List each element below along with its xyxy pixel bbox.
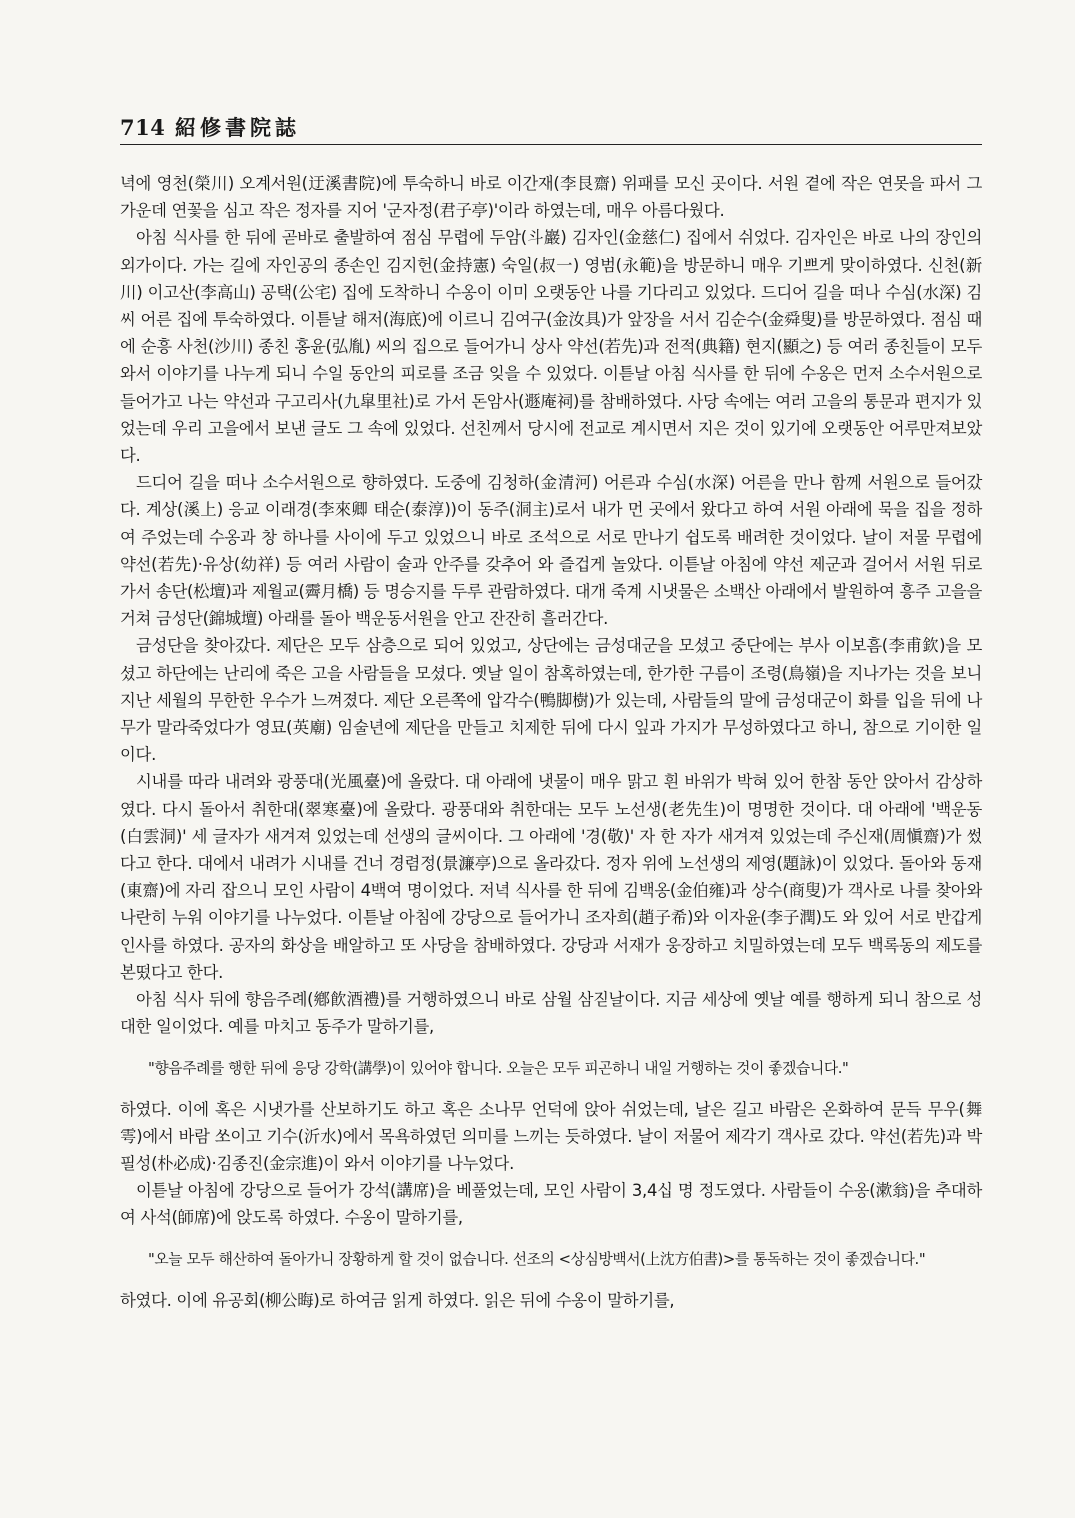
paragraph: 녁에 영천(榮川) 오계서원(迂溪書院)에 투숙하니 바로 이간재(李艮齋) 위패를 모신 곳이다. 서원 곁에 작은 연못을 파서 그 가운데 연꽃을 심고 작은 정자를 지어 '군자정(君子亭)'이라 하였는데, 매우 아름다웠다. xyxy=(120,174,982,221)
paragraph: 금성단을 찾아갔다. 제단은 모두 삼층으로 되어 있었고, 상단에는 금성대군을 모셨고 중단에는 부사 이보흠(李甫欽)을 모셨고 하단에는 난리에 죽은 고을 사람들을 모셨다. 옛날 일이 참혹하였는데, 한가한 구름이 조령(鳥嶺)을 지나가는 것을 보니 지난 세월의 무한한 우수가 느껴졌다. 제단 오른쪽에 압각수(鴨脚樹)가 있는데, 사람들의 말에 금성대군이 화를 입을 뒤에 나무가 말라죽었다가 영묘(英廟) 임술년에 제단을 만들고 치제한 뒤에 다시 잎과 가지가 무성하였다고 하니, 참으로 기이한 일이다. xyxy=(120,636,982,765)
block-quote: "오늘 모두 해산하여 돌아가니 장황하게 할 것이 없습니다. 선조의 <상심방백서(上沈方伯書)>를 통독하는 것이 좋겠습니다." xyxy=(148,1250,926,1268)
page-number: 714 xyxy=(120,115,166,140)
paragraph: 아침 식사 뒤에 향음주례(鄕飮酒禮)를 거행하였으니 바로 삼월 삼짇날이다. 지금 세상에 옛날 예를 행하게 되니 참으로 성대한 일이었다. 예를 마치고 동주가 말하기를, xyxy=(120,990,982,1037)
book-title: 紹修書院誌 xyxy=(175,115,300,140)
paragraph: 드디어 길을 떠나 소수서원으로 향하였다. 도중에 김청하(金清河) 어른과 수심(水深) 어른을 만나 함께 서원으로 들어갔다. 계상(溪上) 응교 이래경(李來卿 태순(泰淳))이 동주(洞主)로서 내가 먼 곳에서 왔다고 하여 서원 아래에 묵을 집을 정하여 주었는데 수옹과 창 하나를 사이에 두고 있었으니 바로 조석으로 서로 만나기 쉽도록 배려한 것이었다. 날이 저물 무렵에 약선(若先)·유상(幼祥) 등 여러 사람이 술과 안주를 갖추어 와 즐겁게 놀았다. 이튿날 아침에 약선 제군과 걸어서 서원 뒤로 가서 송단(松壇)과 제월교(霽月橋) 등 명승지를 두루 관람하였다. 대개 죽계 시냇물은 소백산 아래에서 발원하여 흥주 고을을 거쳐 금성단(錦城壇) 아래를 돌아 백운동서원을 안고 잔잔히 흘러간다. xyxy=(120,473,982,629)
running-header xyxy=(120,114,982,145)
paragraph: 아침 식사를 한 뒤에 곧바로 출발하여 점심 무렵에 두암(斗巖) 김자인(金慈仁) 집에서 쉬었다. 김자인은 바로 나의 장인의 외가이다. 가는 길에 자인공의 종손인 김지헌(金持憲) 숙일(叔一) 영범(永範)을 방문하니 매우 기쁘게 맞이하였다. 신천(新川) 이고산(李高山) 공택(公宅) 집에 도착하니 수옹이 이미 오랫동안 나를 기다리고 있었다. 드디어 길을 떠나 수심(水深) 김씨 어른 집에 투숙하였다. 이튿날 해저(海底)에 이르니 김여구(金汝具)가 앞장을 서서 김순수(金舜叟)를 방문하였다. 점심 때에 순흥 사천(沙川) 종친 홍윤(弘胤) 씨의 집으로 들어가니 상사 약선(若先)과 전적(典籍) 현지(顯之) 등 여러 종친들이 모두 와서 이야기를 나누게 되니 수일 동안의 피로를 조금 잊을 수 있었다. 이튿날 아침 식사를 한 뒤에 수옹은 먼저 소수서원으로 들어가고 나는 약선과 구고리사(九皐里社)로 가서 돈암사(遯庵祠)를 참배하였다. 사당 속에는 여러 고을의 통문과 편지가 있었는데 우리 고을에서 보낸 글도 그 속에 있었다. 선친께서 당시에 전교로 계시면서 지은 것이 있기에 오랫동안 어루만져보았다. xyxy=(120,228,982,466)
paragraph: 시내를 따라 내려와 광풍대(光風臺)에 올랐다. 대 아래에 냇물이 매우 맑고 흰 바위가 박혀 있어 한참 동안 앉아서 감상하였다. 다시 돌아서 취한대(翠寒臺)에 올랐다. 광풍대와 취한대는 모두 노선생(老先生)이 명명한 것이다. 대 아래에 '백운동(白雲洞)' 세 글자가 새겨져 있었는데 선생의 글씨이다. 그 아래에 '경(敬)' 자 한 자가 새겨져 있었는데 주신재(周愼齋)가 썼다고 한다. 대에서 내려가 시내를 건너 경렴정(景濂亭)으로 올라갔다. 정자 위에 노선생의 제영(題詠)이 있었다. 돌아와 동재(東齋)에 자리 잡으니 모인 사람이 4백여 명이었다. 저녁 식사를 한 뒤에 김백옹(金伯雍)과 상수(商叟)가 객사로 나를 찾아와 나란히 누워 이야기를 나누었다. 이튿날 아침에 강당으로 들어가니 조자희(趙子希)와 이자윤(李子潤)도 와 있어 서로 반갑게 인사를 하였다. 공자의 화상을 배알하고 또 사당을 참배하였다. 강당과 서재가 웅장하고 치밀하였는데 모두 백록동의 제도를 본떴다고 한다. xyxy=(120,772,982,982)
body-text xyxy=(120,170,982,1314)
paragraph: 하였다. 이에 혹은 시냇가를 산보하기도 하고 혹은 소나무 언덕에 앉아 쉬었는데, 날은 길고 바람은 온화하여 문득 무우(舞雩)에서 바람 쏘이고 기수(沂水)에서 목욕하였던 의미를 느끼는 듯하였다. 날이 저물어 제각기 객사로 갔다. 약선(若先)과 박필성(朴必成)·김종진(金宗進)이 와서 이야기를 나누었다. xyxy=(120,1099,982,1173)
closing-paragraph: 하였다. 이에 유공회(柳公晦)로 하여금 읽게 하였다. 읽은 뒤에 수옹이 말하기를, xyxy=(120,1290,675,1310)
block-quote: "향음주례를 행한 뒤에 응당 강학(講學)이 있어야 합니다. 오늘은 모두 피곤하니 내일 거행하는 것이 좋겠습니다." xyxy=(148,1059,849,1077)
paragraph: 이튿날 아침에 강당으로 들어가 강석(講席)을 베풀었는데, 모인 사람이 3,4십 명 정도였다. 사람들이 수옹(漱翁)을 추대하여 사석(師席)에 앉도록 하였다. 수옹이 말하기를, xyxy=(120,1181,982,1228)
